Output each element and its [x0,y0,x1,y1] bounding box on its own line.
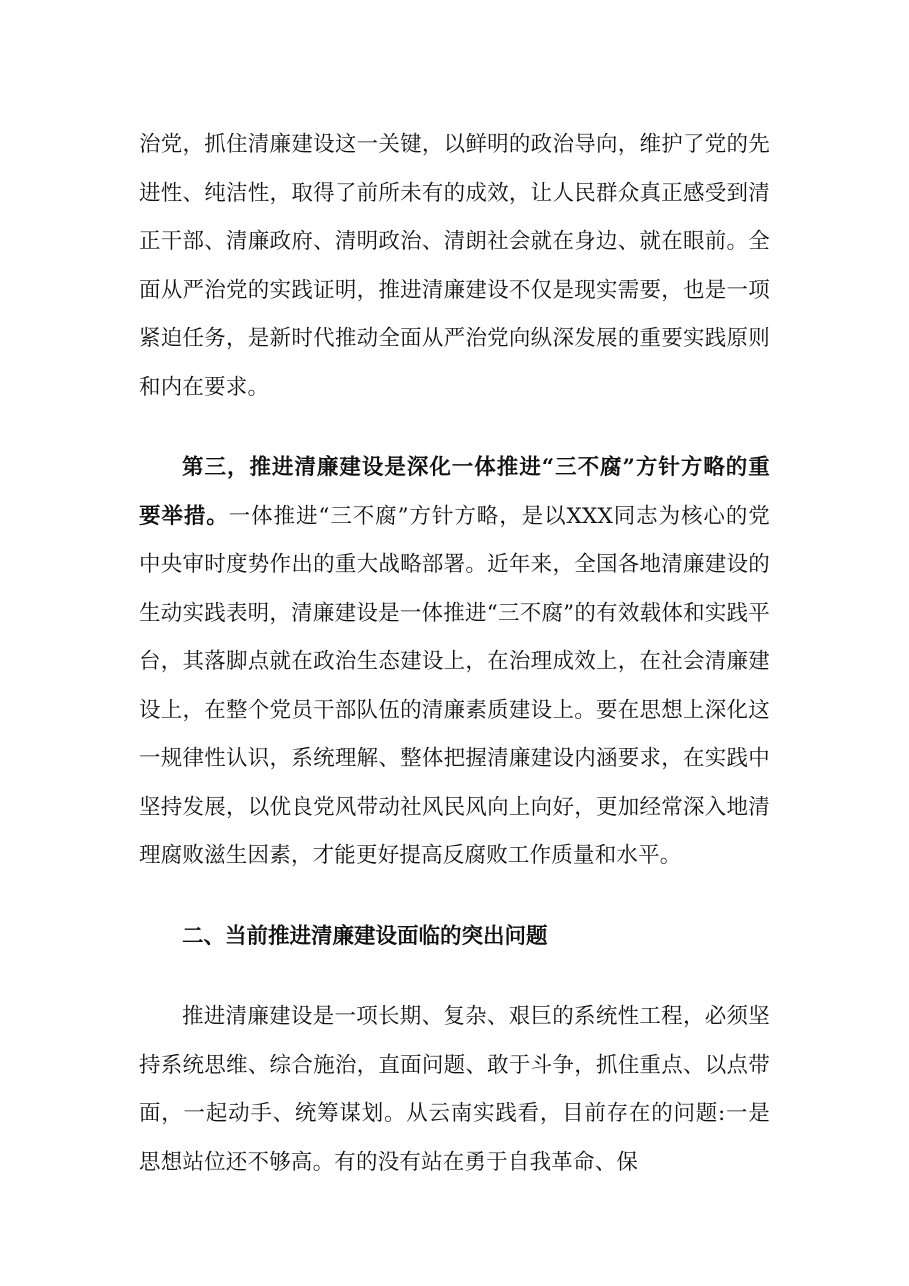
paragraph-2-lead: 第三，推进清廉建设是深化一体推进“三不腐”方针方略的重要举措。 [139,455,770,529]
paragraph-2-body: 一体推进“三不腐”方针方略，是以XXX同志为核心的党中央审时度势作出的重大战略部署。近年来，全国各地清廉建设的生动实践表明，清廉建设是一体推进“三不腐”的有效载体和实践平台，其落脚点就在政治生态建设上，在治理成效上，在社会清廉建设上，在整个党员干部队伍的清廉素质建设上。要在思想上深化这一规律性认识，系统理解、整体把握清廉建设内涵要求，在实践中坚持发展，以优良党风带动社风民风向上向好，更加经常深入地清理腐败滋生因素，才能更好提高反腐败工作质量和水平。 [139,503,770,868]
paragraph-1: 治党，抓住清廉建设这一关键，以鲜明的政治导向，维护了党的先进性、纯洁性，取得了前所未有的成效，让人民群众真正感受到清正干部、清廉政府、清明政治、清朗社会就在身边、就在眼前。全面从严治党的实践证明，推进清廉建设不仅是现实需要，也是一项紧迫任务，是新时代推动全面从严治党向纵深发展的重要实践原则和内在要求。 [139,132,770,400]
paragraph-3: 推进清廉建设是一项长期、复杂、艰巨的系统性工程，必须坚持系统思维、综合施治，直面问题、敢于斗争，抓住重点、以点带面，一起动手、统筹谋划。从云南实践看，目前存在的问题:一是思想站位还不够高。有的没有站在勇于自我革命、保 [139,1004,770,1175]
paragraph-2 [139,444,770,881]
section-heading: 二、当前推进清廉建设面临的突出问题 [182,923,548,949]
